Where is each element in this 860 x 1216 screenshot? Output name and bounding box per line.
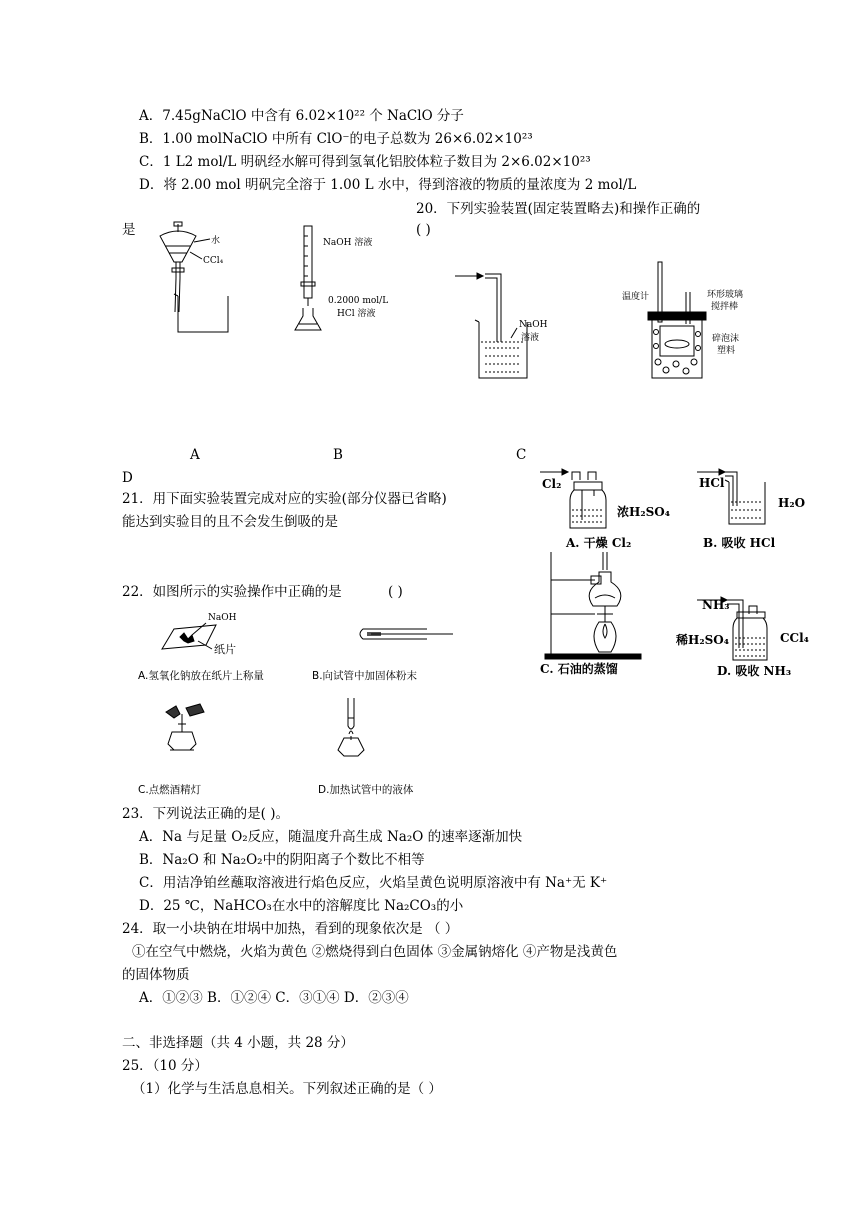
label-naoh: NaOH bbox=[519, 320, 548, 330]
label-foam-2: 塑料 bbox=[717, 346, 736, 356]
q20-paren: ( ) bbox=[416, 222, 431, 238]
q19-option-d: D．将 2.00 mol 明矾完全溶于 1.00 L 水中，得到溶液的物质的量浓度为 2 mol/L bbox=[139, 177, 637, 193]
label-foam-1: 碎泡沫 bbox=[712, 334, 740, 344]
q24-line1: ①在空气中燃烧，火焰为黄色 ②燃烧得到白色固体 ③金属钠熔化 ④产物是浅黄色 bbox=[132, 944, 618, 960]
label-hcl-concentration: 0.2000 mol/L bbox=[328, 296, 389, 306]
q20-choice-c: C bbox=[516, 447, 527, 463]
caption-distillation: C. 石油的蒸馏 bbox=[540, 662, 618, 676]
q21-distillation bbox=[545, 552, 645, 662]
q23-option-d: D．25 ℃，NaHCO₃在水中的溶解度比 Na₂CO₃的小 bbox=[139, 898, 464, 914]
caption-absorb-nh3: D. 吸收 NH₃ bbox=[717, 664, 792, 678]
q20-stem: 20．下列实验装置(固定装置略去)和操作正确的 bbox=[416, 201, 701, 217]
label-conc-h2so4: 浓H₂SO₄ bbox=[617, 505, 670, 519]
caption-absorb-hcl: B. 吸收 HCl bbox=[703, 536, 776, 550]
caption-q22-d: D.加热试管中的液体 bbox=[318, 784, 414, 796]
q21-stem-line2: 能达到实验目的且不会发生倒吸的是 bbox=[122, 514, 338, 530]
q20-choice-b: B bbox=[333, 447, 343, 463]
label-paper: 纸片 bbox=[214, 643, 236, 656]
label-water: 水 bbox=[211, 236, 221, 246]
label-stirrer-2: 搅拌棒 bbox=[711, 302, 739, 312]
label-naoh-q22: NaOH bbox=[208, 613, 237, 623]
q19-option-b: B．1.00 molNaClO 中所有 ClO⁻的电子总数为 26×6.02×10²³ bbox=[139, 131, 533, 147]
label-dilute-h2so4: 稀H₂SO₄ bbox=[676, 633, 729, 647]
label-hcl: HCl bbox=[699, 476, 725, 490]
q24-options: A．①②③ B．①②④ C．③①④ D．②③④ bbox=[139, 990, 409, 1006]
label-ccl4: CCl₄ bbox=[203, 256, 224, 266]
label-hcl-solution: HCl 溶液 bbox=[337, 309, 376, 319]
section2-title: 二、非选择题（共 4 小题，共 28 分） bbox=[122, 1035, 354, 1051]
q22-test-tube-figure bbox=[357, 627, 457, 647]
label-nh3: NH₃ bbox=[702, 598, 730, 612]
label-cl2: Cl₂ bbox=[542, 477, 562, 491]
label-thermometer: 温度计 bbox=[622, 292, 650, 302]
caption-q22-a: A.氢氧化钠放在纸片上称量 bbox=[138, 670, 264, 682]
q23-option-a: A．Na 与足量 O₂反应，随温度升高生成 Na₂O 的速率逐渐加快 bbox=[139, 829, 523, 845]
q22-heating-figure bbox=[340, 698, 380, 758]
q19-option-c: C．1 L2 mol/L 明矾经水解可得到氢氧化铝胶体粒子数目为 2×6.02×10²³ bbox=[139, 154, 591, 170]
q25-part1: （1）化学与生活息息相关。下列叙述正确的是（ ） bbox=[132, 1081, 442, 1097]
q20-choice-d: D bbox=[122, 470, 133, 486]
caption-q22-c: C.点燃酒精灯 bbox=[138, 784, 202, 796]
q23-stem: 23．下列说法正确的是( )。 bbox=[122, 806, 290, 822]
q23-option-b: B．Na₂O 和 Na₂O₂中的阴阳离子个数比不相等 bbox=[139, 852, 425, 868]
label-naoh-solution: NaOH 溶液 bbox=[323, 238, 373, 248]
q21-stem-line1: 21．用下面实验装置完成对应的实验(部分仪器已省略) bbox=[122, 491, 447, 507]
q22-alcohol-lamp-figure bbox=[160, 700, 210, 754]
q24-line2: 的固体物质 bbox=[122, 967, 190, 983]
label-stirrer-1: 环形玻璃 bbox=[707, 290, 744, 300]
caption-dry-cl2: A. 干燥 Cl₂ bbox=[566, 536, 632, 550]
label-naoh-solution-2: 溶液 bbox=[521, 333, 540, 343]
q19-option-a: A．7.45gNaClO 中含有 6.02×10²² 个 NaClO 分子 bbox=[139, 108, 464, 124]
calorimeter-figure bbox=[648, 262, 718, 382]
q20-choice-a: A bbox=[190, 447, 200, 463]
q24-stem: 24．取一小块钠在坩埚中加热，看到的现象依次是 （ ） bbox=[122, 921, 459, 937]
q23-option-c: C．用洁净铂丝蘸取溶液进行焰色反应，火焰呈黄色说明原溶液中有 Na⁺无 K⁺ bbox=[139, 875, 608, 891]
q22-stem: 22．如图所示的实验操作中正确的是 bbox=[122, 584, 342, 600]
q25-header: 25．（10 分） bbox=[122, 1058, 208, 1074]
label-h2o: H₂O bbox=[778, 496, 806, 510]
q20-stem-end: 是 bbox=[122, 222, 136, 238]
label-ccl4-q21: CCl₄ bbox=[780, 631, 809, 645]
caption-q22-b: B.向试管中加固体粉末 bbox=[312, 670, 418, 682]
q22-paren: ( ) bbox=[388, 584, 403, 600]
separatory-funnel-figure bbox=[150, 222, 240, 337]
